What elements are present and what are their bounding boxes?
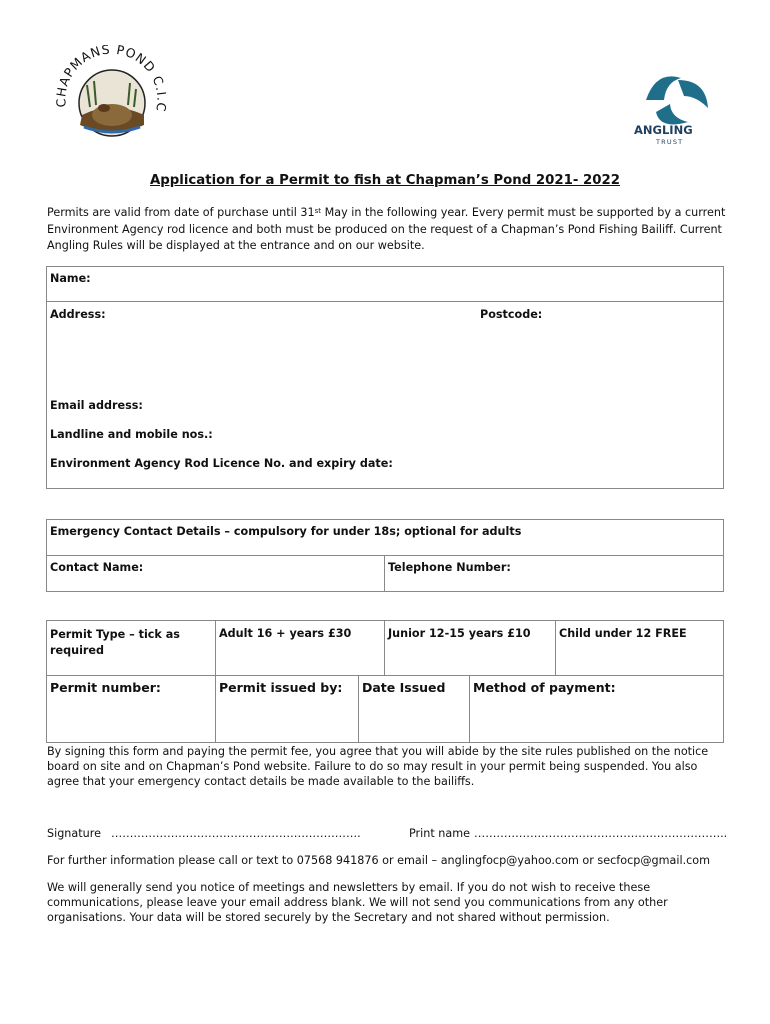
page-title: Application for a Permit to fish at Chapman’s Pond 2021- 2022 <box>149 173 621 188</box>
child-option[interactable]: Child under 12 FREE <box>559 627 687 640</box>
divider <box>47 555 723 556</box>
divider <box>384 621 385 675</box>
signature-label: Signature <box>47 827 101 840</box>
angling-trust-logo <box>626 60 720 148</box>
divider <box>384 555 385 591</box>
fish-logo-icon <box>626 60 720 148</box>
payment-method-field[interactable]: Method of payment: <box>473 680 616 695</box>
permit-table <box>46 620 724 743</box>
divider <box>469 675 470 742</box>
toad-logo-icon <box>52 45 172 150</box>
emergency-heading: Emergency Contact Details – compulsory for under 18s; optional for adults <box>50 525 522 538</box>
permit-type-label: Permit Type – tick as required <box>50 628 180 657</box>
logo-text: CHAPMANS POND C.I.C <box>53 45 170 114</box>
licence-field[interactable]: Environment Agency Rod Licence No. and expiry date: <box>50 457 393 470</box>
divider <box>47 675 723 676</box>
privacy-notice: We will generally send you notice of meetings and newsletters by email. If you do not wish to receive these communications, please leave your email address blank. We will not send you communications from any other organisations. Your data will be stored securely by the Secretary and not shared without permission. <box>47 881 668 924</box>
print-name-line[interactable]: ………………………………………………………….. <box>474 827 728 840</box>
contact-name-field[interactable]: Contact Name: <box>50 561 144 574</box>
emergency-contact-box <box>46 519 724 592</box>
junior-option[interactable]: Junior 12-15 years £10 <box>388 627 531 640</box>
postcode-field[interactable]: Postcode: <box>480 308 543 321</box>
applicant-details-box <box>46 266 724 489</box>
agreement-text: By signing this form and paying the permit fee, you agree that you will abide by the site rules published on the notice board on site and on Chapman’s Pond website. Failure to do so may result in your permit being suspended. You also agree that your emergency contact details be made available to the bailiffs. <box>47 745 709 788</box>
intro-sup: st <box>314 207 322 215</box>
adult-option[interactable]: Adult 16 + years £30 <box>219 627 352 640</box>
logo-line2: TRUST <box>656 138 684 146</box>
email-field[interactable]: Email address: <box>50 399 143 412</box>
issued-by-field[interactable]: Permit issued by: <box>219 680 343 695</box>
phone-field[interactable]: Landline and mobile nos.: <box>50 428 213 441</box>
address-field[interactable]: Address: <box>50 308 106 321</box>
permit-number-field[interactable]: Permit number: <box>50 680 161 695</box>
divider <box>358 675 359 742</box>
chapmans-pond-logo <box>52 45 172 150</box>
divider <box>47 301 723 302</box>
divider <box>215 621 216 742</box>
name-field[interactable]: Name: <box>50 272 91 285</box>
signature-line[interactable]: …………………………………………………………. <box>111 827 361 840</box>
print-name-label: Print name <box>409 827 471 840</box>
intro-text-2: May in the following year. Every permit must be supported by a current Environment Agency rod licence and both must be produced on the request of a Chapman’s Pond Fishing Bailiff. Current Angling Rules will be displayed at the entrance and on our website. <box>47 206 726 252</box>
logo-line1: ANGLING <box>634 123 693 137</box>
contact-info: For further information please call or text to 07568 941876 or email – anglingfocp@yahoo.com or secfocp@gmail.com <box>47 854 711 867</box>
intro-text-1: Permits are valid from date of purchase until 31 <box>47 206 315 219</box>
divider <box>555 621 556 675</box>
intro-paragraph <box>47 205 727 255</box>
date-issued-field[interactable]: Date Issued <box>362 680 446 695</box>
telephone-field[interactable]: Telephone Number: <box>388 561 511 574</box>
